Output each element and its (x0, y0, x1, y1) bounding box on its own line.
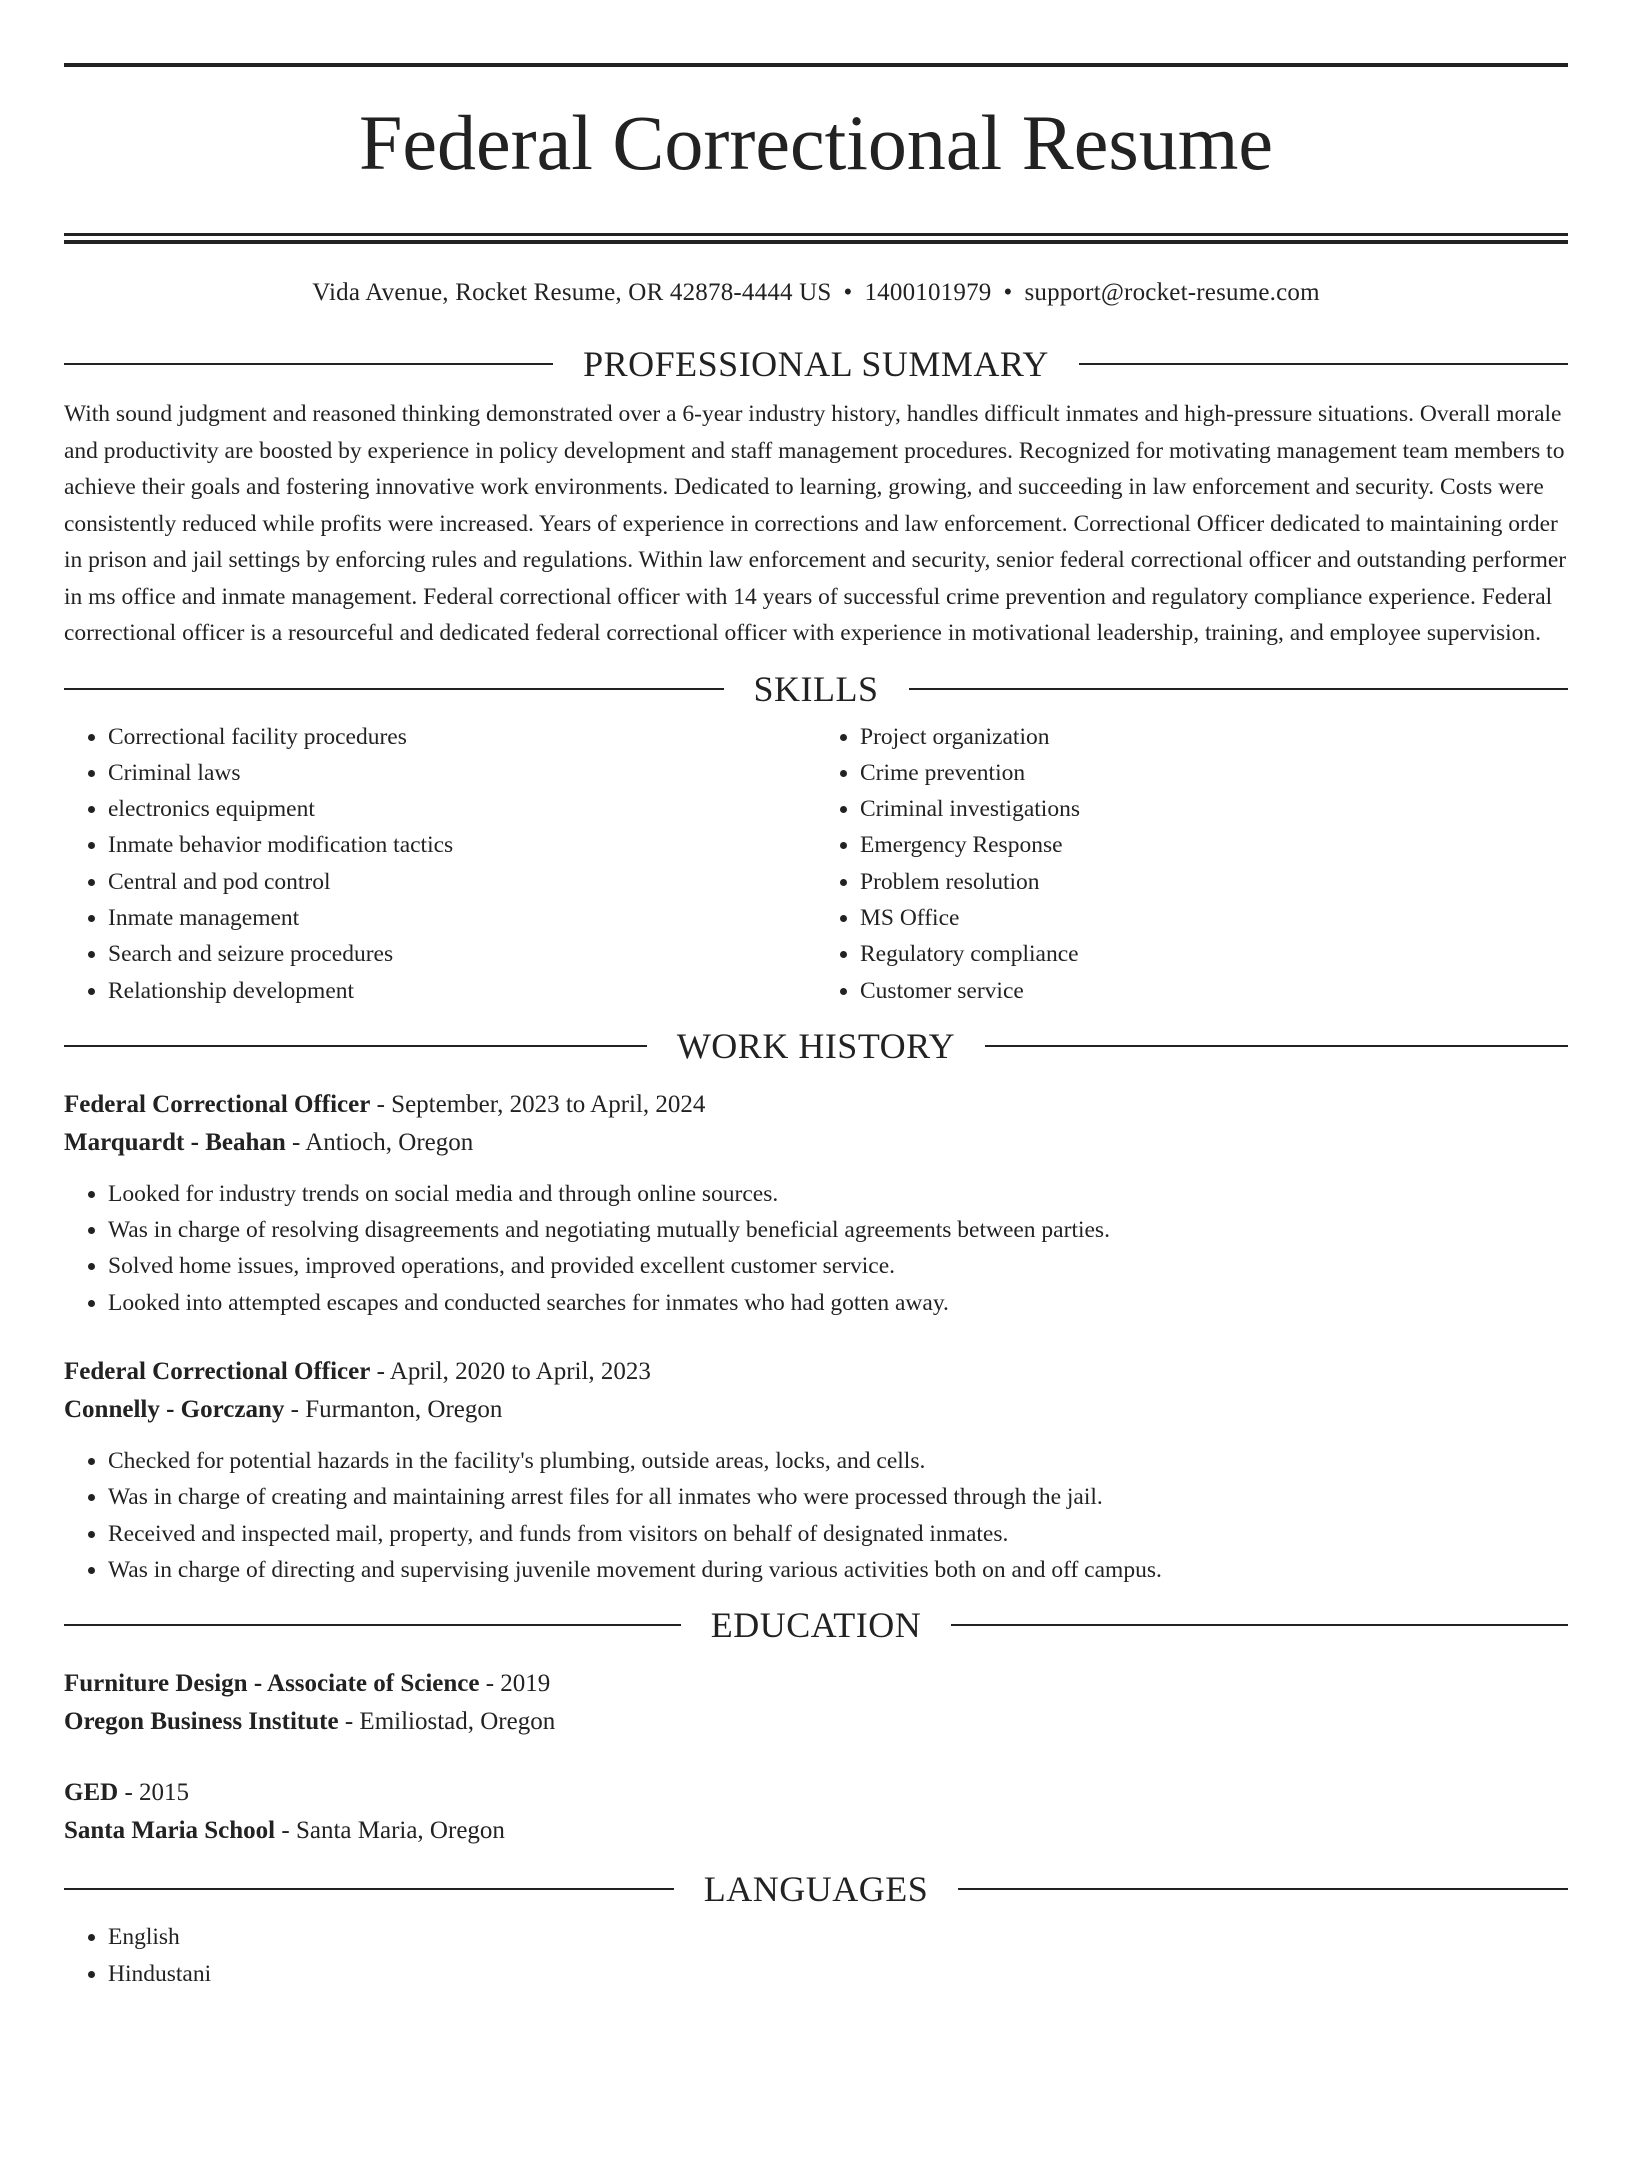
skill-item: • Problem resolution (860, 864, 1568, 900)
edu-school-line (64, 1812, 1568, 1850)
job-bullet: • Checked for potential hazards in the facility's plumbing, outside areas, locks, and cells. (108, 1443, 1568, 1479)
edu-location: - Santa Maria, Oregon (275, 1817, 505, 1845)
job-company-line (64, 1124, 1568, 1162)
job-location: - Furmanton, Oregon (284, 1396, 503, 1424)
edu-degree: GED (64, 1779, 119, 1807)
job-bullet: • Was in charge of creating and maintaining arrest files for all inmates who were processed through the jail. (108, 1479, 1568, 1515)
contact-address: Vida Avenue, Rocket Resume, OR 42878-4444 US (312, 279, 832, 306)
edu-degree: Furniture Design - Associate of Science (64, 1670, 480, 1698)
job-title-line (64, 1086, 1568, 1124)
skill-item: • Criminal investigations (860, 791, 1568, 827)
skill-item: • MS Office (860, 900, 1568, 936)
heading-rule-right (1079, 363, 1568, 365)
job-dates: - April, 2020 to April, 2023 (370, 1358, 651, 1386)
edu-school: Oregon Business Institute (64, 1708, 339, 1736)
skill-item: • Inmate management (108, 900, 816, 936)
job-bullet: • Was in charge of resolving disagreements and negotiating mutually beneficial agreements between parties. (108, 1212, 1568, 1248)
job-bullet: • Received and inspected mail, property, and funds from visitors on behalf of designated inmates. (108, 1516, 1568, 1552)
skill-item: • Relationship development (108, 973, 816, 1009)
skill-item: • Criminal laws (108, 755, 816, 791)
education-entry (64, 1665, 1568, 1741)
edu-location: - Emiliostad, Oregon (338, 1708, 556, 1736)
job-company: Marquardt - Beahan (64, 1128, 286, 1156)
work-heading-text: WORK HISTORY (676, 1025, 956, 1066)
edu-school-line (64, 1703, 1568, 1741)
skills-column-left (64, 719, 816, 1009)
job-dates: - September, 2023 to April, 2024 (370, 1090, 706, 1118)
job-bullets (64, 1443, 1568, 1588)
job-bullets (64, 1176, 1568, 1321)
skills-list (64, 719, 1568, 1009)
skill-item: • Central and pod control (108, 864, 816, 900)
contact-separator: • (843, 279, 853, 306)
edu-year: - 2019 (479, 1670, 551, 1698)
skill-item: • Search and seizure procedures (108, 936, 816, 972)
skill-item: • Inmate behavior modification tactics (108, 827, 816, 863)
work-heading (64, 1024, 1568, 1068)
summary-heading (64, 342, 1568, 386)
heading-rule-left (64, 363, 553, 365)
job-entry (64, 1086, 1568, 1321)
skill-item: • Project organization (860, 719, 1568, 755)
education-heading (64, 1603, 1568, 1647)
job-title-line (64, 1353, 1568, 1391)
skill-item: • Customer service (860, 973, 1568, 1009)
contact-phone: 1400101979 (864, 279, 992, 306)
summary-heading-text: PROFESSIONAL SUMMARY (583, 344, 1049, 384)
heading-rule-left (64, 1045, 647, 1047)
job-company-line (64, 1391, 1568, 1429)
languages-heading-text: LANGUAGES (703, 1869, 929, 1910)
heading-rule-left (64, 1624, 681, 1626)
language-item: • English (108, 1919, 1568, 1955)
skill-item: • Emergency Response (860, 827, 1568, 863)
language-item: • Hindustani (108, 1956, 1568, 1992)
contact-separator: • (1003, 279, 1013, 306)
job-bullet: • Looked for industry trends on social media and through online sources. (108, 1176, 1568, 1212)
edu-degree-line (64, 1665, 1568, 1703)
job-company: Connelly - Gorczany (64, 1396, 285, 1424)
contact-email[interactable]: support@rocket-resume.com (1024, 279, 1320, 306)
job-bullet: • Was in charge of directing and supervising juvenile movement during various activities both on and off campus. (108, 1552, 1568, 1588)
heading-rule-left (64, 688, 724, 690)
languages-heading (64, 1867, 1568, 1911)
edu-degree-line (64, 1774, 1568, 1812)
heading-rule-left (64, 1888, 674, 1890)
edu-school: Santa Maria School (64, 1817, 276, 1845)
languages-list (64, 1919, 1568, 1992)
education-entry (64, 1774, 1568, 1850)
resume-title: Federal Correctional Resume (358, 99, 1274, 186)
contact-line (64, 277, 1568, 309)
education-heading-text: EDUCATION (710, 1605, 922, 1646)
heading-rule-right (958, 1888, 1568, 1890)
heading-rule-right (909, 688, 1569, 690)
job-entry (64, 1353, 1568, 1588)
skill-item: • Correctional facility procedures (108, 719, 816, 755)
heading-rule-right (951, 1624, 1568, 1626)
job-title: Federal Correctional Officer (64, 1090, 371, 1118)
job-bullet: • Solved home issues, improved operations, and provided excellent customer service. (108, 1248, 1568, 1284)
resume-page (0, 63, 1632, 2175)
job-title: Federal Correctional Officer (64, 1358, 371, 1386)
skill-item: • Regulatory compliance (860, 936, 1568, 972)
job-location: - Antioch, Oregon (285, 1128, 474, 1156)
edu-year: - 2015 (118, 1779, 190, 1807)
skills-column-right (816, 719, 1568, 1009)
title-double-rule (64, 233, 1568, 244)
skills-heading-text: SKILLS (753, 668, 879, 709)
skill-item: • electronics equipment (108, 791, 816, 827)
heading-rule-right (985, 1045, 1568, 1047)
job-bullet: • Looked into attempted escapes and conducted searches for inmates who had gotten away. (108, 1285, 1568, 1321)
skill-item: • Crime prevention (860, 755, 1568, 791)
skills-heading (64, 667, 1568, 711)
summary-text: With sound judgment and reasoned thinking demonstrated over a 6-year industry history, handles difficult inmates and high-pressure situations. Overall morale and productivity are boosted by experience in policy development and staff management procedures. Recognized for motivating management team members to achieve their goals and fostering innovative work environments. Dedicated to learning, growing, and succeeding in law enforcement and security. Costs were consistently reduced while profits were increased. Years of experience in corrections and law enforcement. Correctional Officer dedicated to maintaining order in prison and jail settings by enforcing rules and regulations. Within law enforcement and security, senior federal correctional officer and outstanding performer in ms office and inmate management. Federal correctional officer with 14 years of successful crime prevention and regulatory compliance experience. Federal correctional officer is a resourceful and dedicated federal correctional officer with experience in motivational leadership, training, and employee supervision. (64, 401, 1567, 646)
